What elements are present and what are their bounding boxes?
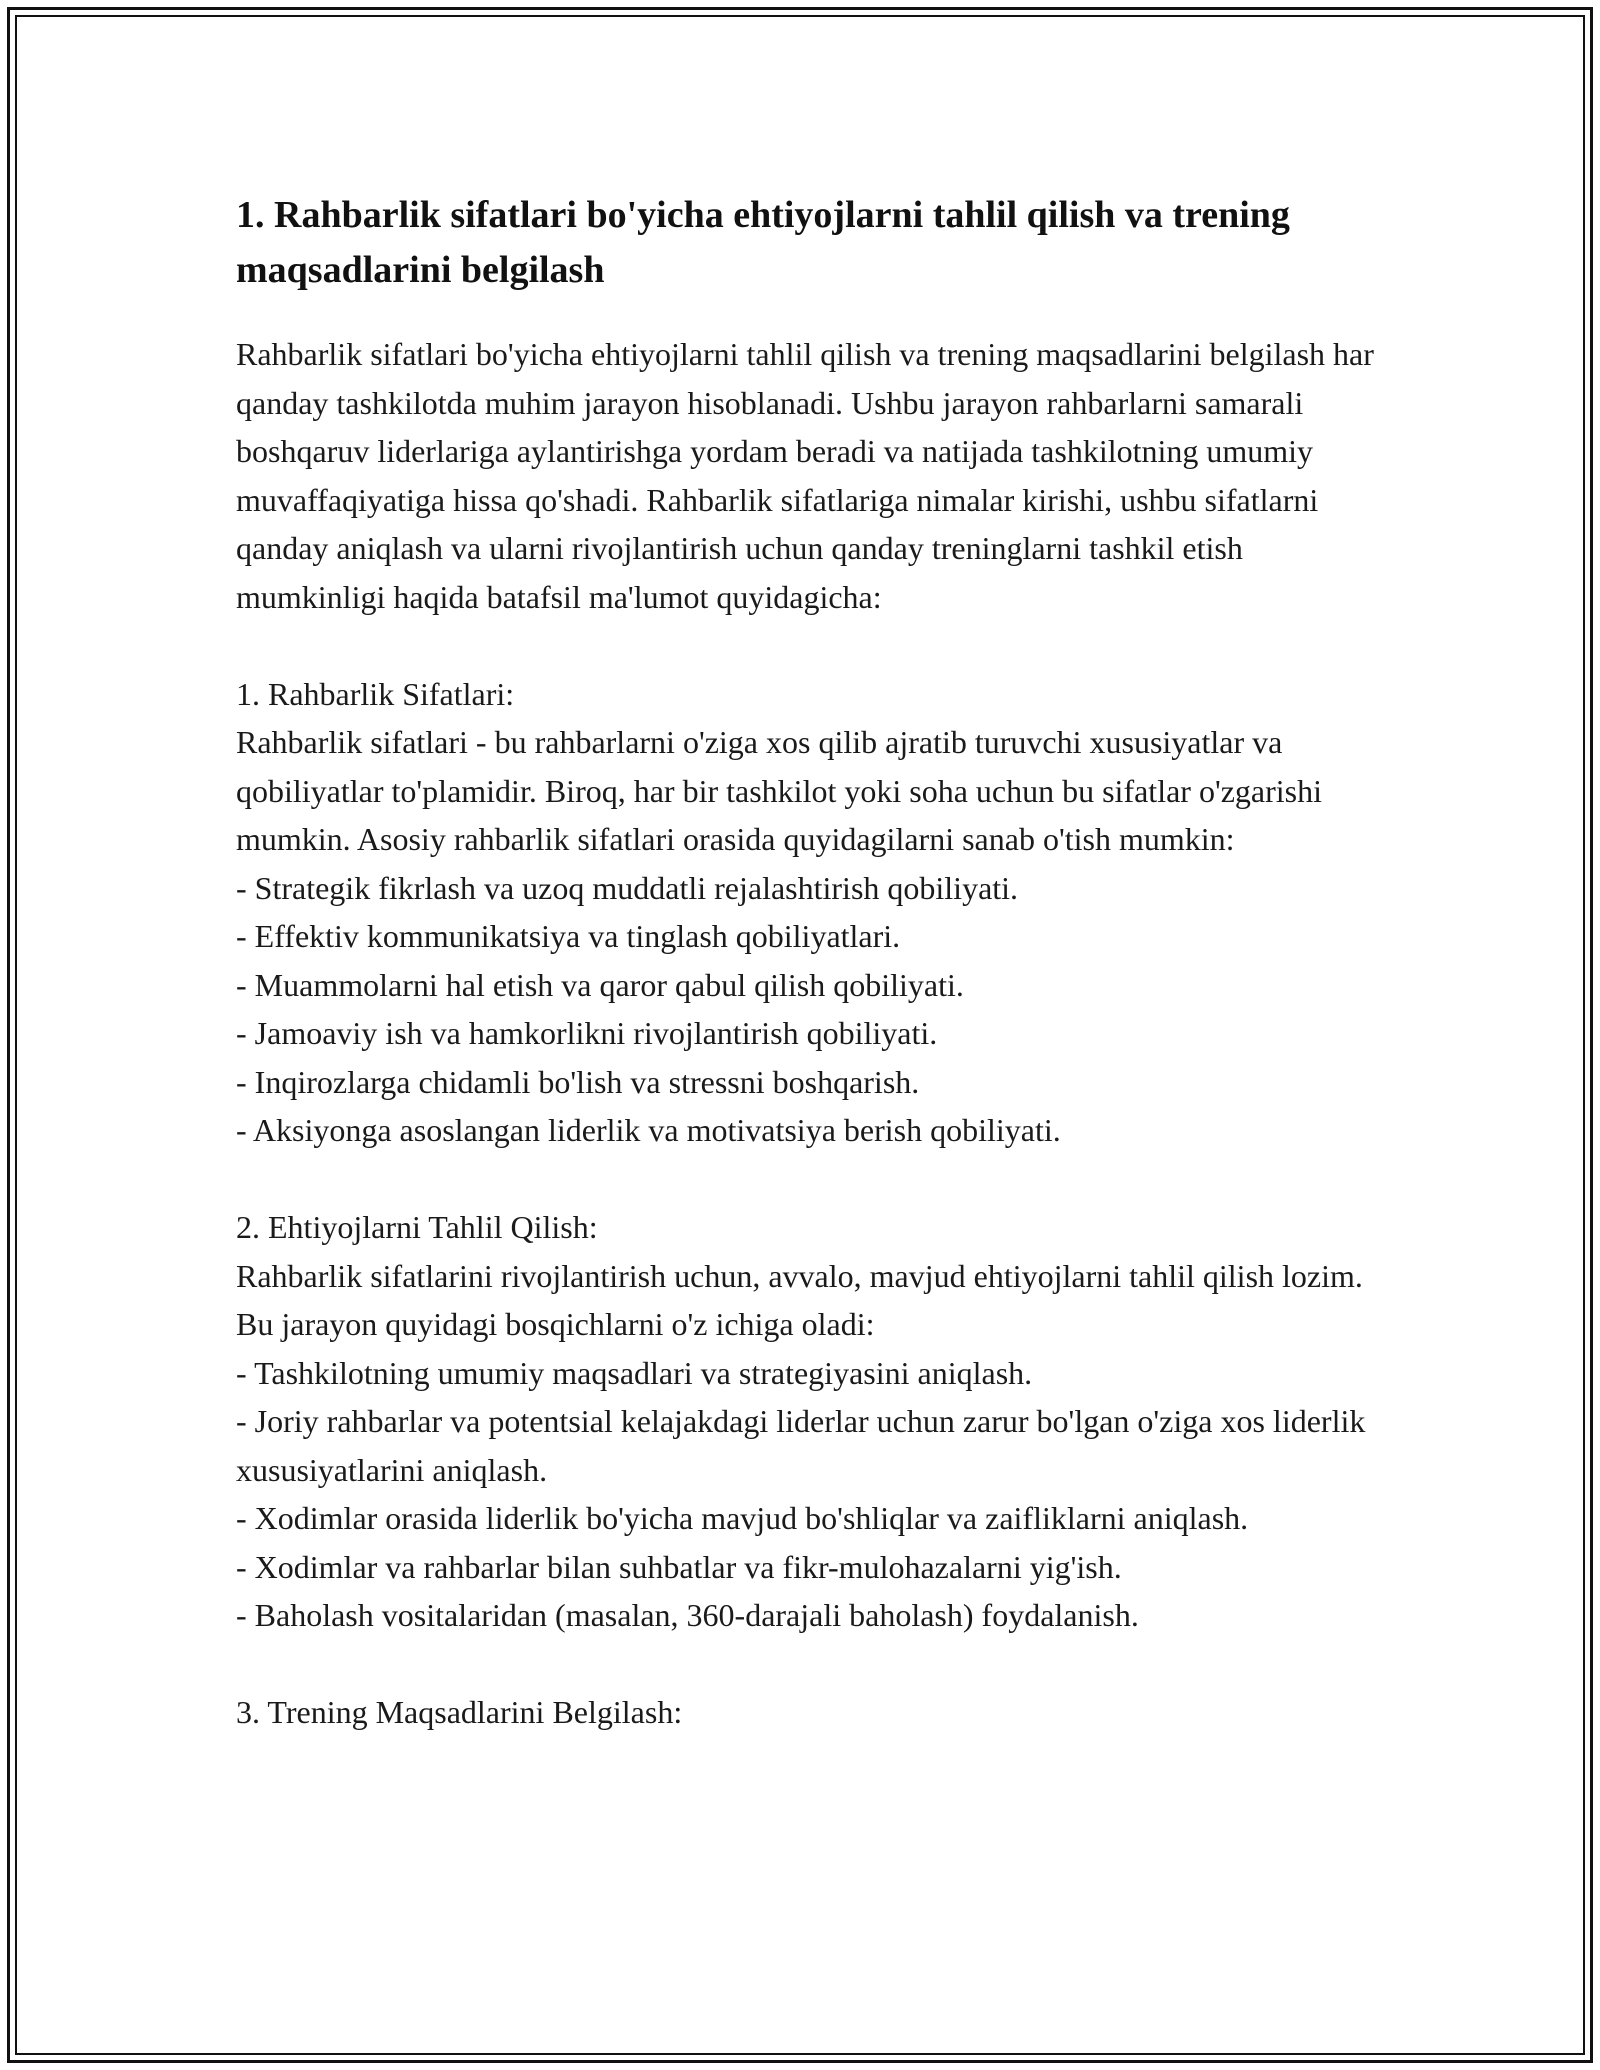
section-3-heading: 3. Trening Maqsadlarini Belgilash: (236, 1694, 683, 1730)
section-1-heading: 1. Rahbarlik Sifatlari: (236, 675, 515, 712)
list-item: - Inqirozlarga chidamli bo'lish va stressni boshqarish. (236, 1063, 920, 1100)
list-item: - Muammolarni hal etish va qaror qabul qilish qobiliyati. (236, 966, 964, 1003)
document-title: 1. Rahbarlik sifatlari bo'yicha ehtiyojlarni tahlil qilish va trening maqsadlarini belgilash (236, 194, 1290, 291)
list-item: - Xodimlar va rahbarlar bilan suhbatlar va fikr-mulohazalarni yig'ish. (236, 1548, 1122, 1585)
intro-paragraph: Rahbarlik sifatlari bo'yicha ehtiyojlarni tahlil qilish va trening maqsadlarini belgilash har qanday tashkilotda muhim jarayon hisoblanadi. Ushbu jarayon rahbarlarni samarali boshqaruv liderlariga aylantirishga yordam beradi va natijada tashkilotning umumiy muvaffaqiyatiga hissa qo'shadi. Rahbarlik sifatlariga nimalar kirishi, ushbu sifatlarni qanday aniqlash va ularni rivojlantirish uchun qanday treninglarni tashkil etish mumkinligi haqida batafsil ma'lumot quyidagicha: (236, 336, 1374, 615)
spacer (236, 621, 1376, 670)
list-item: - Jamoaviy ish va hamkorlikni rivojlantirish qobiliyati. (236, 1015, 938, 1051)
list-item: - Effektiv kommunikatsiya va tinglash qobiliyatlari. (236, 918, 901, 954)
section-2-text: Rahbarlik sifatlarini rivojlantirish uchun, avvalo, mavjud ehtiyojlarni tahlil qilish lozim. Bu jarayon quyidagi bosqichlarni o'z ichiga oladi: (236, 1257, 1363, 1342)
document-body (236, 188, 1376, 1737)
section-3 (236, 1688, 1376, 1737)
list-item: - Strategik fikrlash va uzoq muddatli rejalashtirish qobiliyati. (236, 869, 1019, 906)
section-1-text: Rahbarlik sifatlari - bu rahbarlarni o'ziga xos qilib ajratib turuvchi xususiyatlar va qobiliyatlar to'plamidir. Biroq, har bir tashkilot yoki soha uchun bu sifatlar o'zgarishi mumkin. Asosiy rahbarlik sifatlari orasida quyidagilarni sanab o'tish mumkin: (236, 724, 1322, 857)
list-item: - Baholash vositalaridan (masalan, 360-darajali baholash) foydalanish. (236, 1597, 1139, 1633)
list-item: - Joriy rahbarlar va potentsial kelajakdagi liderlar uchun zarur bo'lgan o'ziga xos liderlik xususiyatlarini aniqlash. (236, 1403, 1366, 1488)
spacer (236, 1155, 1376, 1204)
list-item: - Xodimlar orasida liderlik bo'yicha mavjud bo'shliqlar va zaifliklarni aniqlash. (236, 1500, 1249, 1536)
list-item: - Aksiyonga asoslangan liderlik va motivatsiya berish qobiliyati. (236, 1112, 1061, 1148)
section-2-heading: 2. Ehtiyojlarni Tahlil Qilish: (236, 1209, 598, 1245)
spacer (236, 1640, 1376, 1689)
section-2 (236, 1203, 1376, 1640)
section-1 (236, 670, 1376, 1155)
list-item: - Tashkilotning umumiy maqsadlari va strategiyasini aniqlash. (236, 1354, 1033, 1391)
